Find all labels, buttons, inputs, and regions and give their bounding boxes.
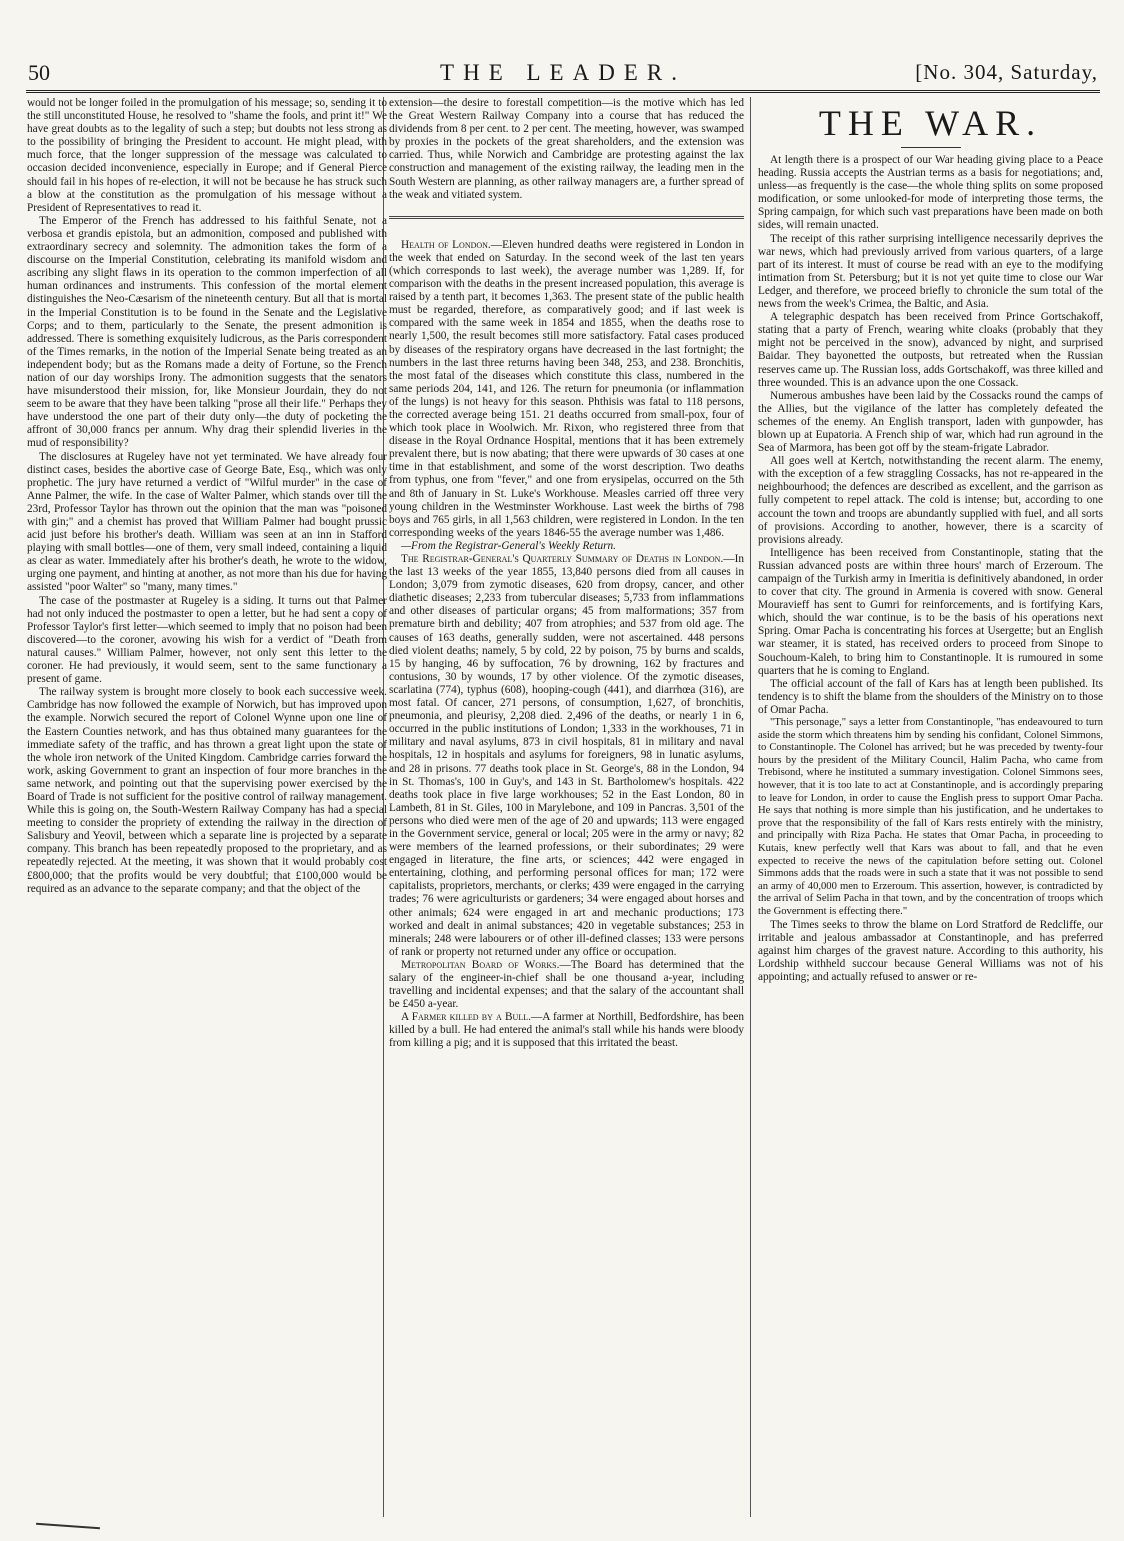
news-item-farmer: [389, 1011, 744, 1050]
item-text: —A farmer at Northill, Bedfordshire, has been killed by a bull. He had entered the animal's stall while his hands were bloody from killing a pig; and it is supposed that this irritated the beast.: [389, 1011, 744, 1050]
page-number: 50: [28, 60, 50, 85]
article-paragraph: At length there is a prospect of our War heading giving place to a Peace heading. Russia accepts the Austrian terms as a basis for negotiations; and, unless—as frequently is the case—the whole thing splits on some proposed modification, or some unlooked-for mode of interpreting those terms, the Spring campaign, for which such vast preparations have been made on both sides, will remain unacted.: [758, 154, 1103, 232]
article-paragraph: The disclosures at Rugeley have not yet terminated. We have already four distinct cases, besides the abortive case of George Bate, Esq., which was only prophetic. The jury have returned a verdict of "Wilful murder" in the case of Anne Palmer, the wife. In the case of Walter Palmer, which stands over till the 23rd, Professor Taylor has thrown out the opinion that the man was "poisoned with gin;" and a chemist has proved that William Palmer had bought prussic acid just before his brother's death. William was seen at an inn in Stafford playing with small bottles—one of them, very small indeed, containing a liquid as clear as water. Immediately after his brother's death, he wrote to the widow, urging one payment, and hinting at another, as not more than his due for having assisted "poor Walter" so "many, many times.": [27, 450, 387, 594]
item-text: —In the last 13 weeks of the year 1855, 13,840 persons died from all causes in London; 3,079 from zymotic diseases, 620 from dropsy, cancer, and other diathetic diseases; 2,233 from tubercular diseases; 5,733 from inflammations and other diseases of particular organs; 45 from malformations; 357 from premature birth and debility; 407 from atrophies; and 537 from old age. The causes of 163 deaths, generally sudden, were not ascertained. 448 persons died violent deaths; namely, 5 by cold, 22 by poison, 75 by burns and scalds, 15 by hanging, 46 by suffocation, 76 by drowning, 162 by fractures and contusions, 30 by wounds, 17 by other violence. Of the zymotic diseases, scarlatina (774), typhus (608), hooping-cough (441), and diarrhœa (316), are most fatal. Of cancer, 271 persons, of consumption, 1,627, of bronchitis, pneumonia, and pleurisy, 2,208 died. 2,496 of the deaths, or nearly 1 in 6, occurred in the public institutions of London; 1,333 in the workhouses, 71 in military and naval asylums, 873 in civil hospitals, 81 in military and naval hospitals, 12 in hospitals and asylums for foreigners, 98 in lunatic asylums, and 28 in prisons. 77 deaths took place in St. George's, 88 in the London, 94 in St. Thomas's, 100 in Guy's, and 143 in St. Bartholomew's hospitals. 422 deaths took place in five large workhouses; 52 in the East London, 80 in Lambeth, 81 in St. Giles, 100 in Marylebone, and 109 in Pancras. 3,501 of the persons who died were men of the age of 20 and upwards; 113 were engaged in the Government service, general or local; 205 were in the army or navy; 82 were members of the learned professions, or their subordinates; 29 were engaged in literature, the fine arts, or sciences; 442 were engaged in entertaining, clothing, and performing personal offices for man; 172 were capitalists, proprietors, merchants, or clerks; 439 were engaged in the carrying trades; 76 were agriculturists or gardeners; 34 were engaged about horses and other animals; 624 were engaged in art and mechanic productions; 173 worked and dealt in animal substances; 420 in vegetable substances; 253 in minerals; 248 were labourers or of other ill-defined classes; 133 were persons of rank or property not returned under any office or occupation.: [389, 553, 744, 958]
item-heading: Metropolitan Board of Works.: [401, 958, 560, 971]
news-item-quarterly: [389, 553, 744, 959]
column-2: [389, 97, 744, 1517]
heading-rule: [901, 147, 961, 148]
article-paragraph: Intelligence has been received from Constantinople, stating that the Russian advanced posts are within three hours' march of Erzeroum. The campaign of the Turkish army in Imeritia is definitively abandoned, in order to cover that city. The ground in Armenia is covered with snow. General Mouravieff has sent to Gumri for reinforcements, and is fortifying Kars, which, should the war continue, is to be the basis of his operations next Spring. Omar Pacha is concentrating his forces at Usergette; but an English war steamer, it is stated, has received orders to proceed from Sinope to Souchoum-Kaleh, to bring him to Constantinople. It is rumoured in some quarters that he is coming to England.: [758, 546, 1103, 677]
column-3: [758, 97, 1103, 1517]
item-text: —Eleven hundred deaths were registered in London in the week that ended on Saturday. In the second week of the last ten years (which corresponds to last week), the average number was 1,289. If, for comparison with the deaths in the present increased population, this average is raised by a tenth part, it becomes 1,363. The present state of the public health must be regarded, therefore, as comparatively good; and if last week is compared with the same week in 1854 and 1855, when the deaths rose to nearly 1,500, the result becomes still more satisfactory. Fatal cases produced by diseases of the respiratory organs have decreased in the last fortnight; the numbers in the last three returns having been 348, 253, and 238. Bronchitis, the most fatal of the diseases which constitute this class, numbered in the same periods 204, 141, and 126. The return for pneumonia (or inflammation of the lungs) is not heavy for this season. Phthisis was fatal to 118 persons, the corrected average being 151. 21 deaths occurred from small-pox, four of which took place in Woolwich. Mr. Rixon, who registered three from that disease in the Royal Ordnance Hospital, mentions that it has been extremely prevalent there, but is now abating; that there were upwards of 30 cases at one time in that establishment, and some of the worst description. Two deaths from typhus, one from "fever," and one from erysipelas, occurred on the 5th and 8th of January in St. Luke's Workhouse. Measles carried off three very young children in the Westminster Workhouse. Last week the births of 798 boys and 765 girls, in all 1,563 children, were registered in London. In the ten corresponding weeks of the years 1846-55 the average number was 1,486.: [389, 238, 744, 539]
masthead: [28, 58, 1098, 90]
item-heading: The Registrar-General's Quarterly Summary of Deaths in London.: [401, 553, 724, 565]
article-paragraph: The Times seeks to throw the blame on Lord Stratford de Redcliffe, our irritable and jealous ambassador at Constantinople, and has preferred against him charges of the gravest nature. According to this authority, his Lordship withheld succour because General Williams was not of his appointing; and actually refused to answer or re-: [758, 918, 1103, 983]
article-paragraph: All goes well at Kertch, notwithstanding the recent alarm. The enemy, with the exception of a few straggling Cossacks, has not re-appeared in the neighbourhood; the defences are described as excellent, and the garrison as fully competent to repel attack. The cold is intense; but, according to one account the town and troops are abundantly supplied with fuel, and all sorts of provisions. According to another, however, there is a scarcity of provisions already.: [758, 455, 1103, 546]
ink-stroke-mark: [36, 1523, 100, 1529]
item-heading: A Farmer killed by a Bull.: [401, 1011, 531, 1024]
column-1: [27, 97, 387, 1517]
news-item-metropolitan: [389, 959, 744, 1011]
section-rule: [389, 216, 744, 219]
article-paragraph: The case of the postmaster at Rugeley is a siding. It turns out that Palmer had not only induced the postmaster to open a letter, but he had sent a copy of Professor Taylor's first letter—which seemed to imply that no poison had been discovered—to the coroner, avowing his wish for a verdict of "Death from natural causes." William Palmer, however, not only sent this letter to the coroner. He had previously, it would seem, sent to the same functionary a present of game.: [27, 594, 387, 686]
quoted-letter: "This personage," says a letter from Constantinople, "has endeavoured to turn aside the storm which threatens him by sending his confidant, Colonel Simmons, to Constantinople. The Colonel has arrived; but he was preceded by twenty-four hours by the president of the Military Council, Halim Pacha, who came from Trebisond, where he instituted a summary investigation. Colonel Simmons sees, however, that it is too late to act at Constantinople, and is accordingly preparing to leave for London, in order to cause the English press to support Omar Pacha. He says that nothing is more simple than his justification, and he undertakes to prove that the responsibility of the fall of Kars rests entirely with the ministry, and principally with Riza Pacha. He states that Omar Pacha, in proceeding to Kutais, knew perfectly well that Kars was about to fall, and that he even expected to receive the news of the capitulation before setting out. Colonel Simmons adds that the roads were in such a state that it was not possible to send an army of 40,000 men to Erzeroum. This assertion, however, is contradicted by the arrival of Selim Pacha in that town, and by the concentration of troops which the Government is effecting there.": [758, 717, 1103, 917]
column-divider: [750, 97, 751, 1517]
item-text: —The Board has determined that the salary of the engineer-in-chief shall be one thousand a-year, including travelling and incidental expenses; and that the salary of the accountant shall be £450 a-year.: [389, 958, 744, 1011]
article-paragraph: The receipt of this rather surprising intelligence necessarily deprives the war news, which had previously arrived from various quarters, of a large part of its interest. It must of course be read with an eye to the modifying intimation from St. Petersburg; but it is not yet quite time to close our War Ledger, and therefore, we proceed briefly to chronicle the sum total of the news from the week's Crimea, the Baltic, and Asia.: [758, 232, 1103, 311]
article-paragraph: A telegraphic despatch has been received from Prince Gortschakoff, stating that a party of French, wearing white cloaks (probably that they might not be perceived in the snow), advanced by night, and surprised Baidar. They bayonetted the outposts, but retreated when the Russian reserves came up. The Russian loss, adds Gortschakoff, was three killed and three wounded. This is an advance upon the one Cossack.: [758, 311, 1103, 389]
article-paragraph: extension—the desire to forestall competition—is the motive which has led the Great Western Railway Company into a course that has reduced the dividends from 8 per cent. to 2 per cent. The meeting, however, was swamped by proxies in the pockets of the great shareholders, and the extension was carried. Thus, while Norwich and Cambridge are protesting against the lax construction and management of the existing railway, the leading men in the South Western are planning, as other railway managers are, a further spread of the weak and vitiated system.: [389, 97, 744, 201]
newspaper-title: THE LEADER.: [440, 60, 686, 85]
section-heading: THE WAR.: [818, 103, 1043, 143]
article-paragraph: The Emperor of the French has addressed to his faithful Senate, not a verbosa et grandis epistola, but an admonition, composed and published with extraordinary secrecy and solemnity. The admonition takes the form of a discourse on the Imperial Constitution, celebrating its manifold wisdom and ascribing any slight flaws in its operation to the common imperfection of all human ordinances and instruments. This confession of the mortal element distinguishes the Neo-Cæsarism of the nineteenth century. But all that is mortal in the Imperial Constitution is to be found in the Senate and the Legislative Corps; and to them, particularly to the Senate, the present admonition is addressed. There is something exquisitely ludicrous, as the Paris correspondent of the Times remarks, in the notion of the Imperial Senate being treated as an independent body; but as the Romans made a deity of Fortune, so the French nation of our day worships Irony. The admonition suggests that the senators have misunderstood their mission, for, like Monsieur Jourdain, they do not seem to be aware that they have been talking "prose all their life." Perhaps they have understood the one part of their duty only—the duty of pocketing the affront of 30,000 francs per annum. Why drag their splendid liveries in the mud of responsibility?: [27, 214, 387, 450]
issue-info: [No. 304, Saturday,: [915, 60, 1098, 84]
source-credit: —From the Registrar-General's Weekly Return.: [401, 539, 617, 552]
article-paragraph: The railway system is brought more closely to book each successive week. Cambridge has now followed the example of Norwich, but has improved upon the example. Norwich secured the report of Colonel Wynne upon one line of the Eastern Counties network, and has thus obtained many guarantees for the immediate safety of the traffic, and has thrown a great light upon the state of the whole iron network of the United Kingdom. Cambridge carries forward the work, asking Government to grant an inspection of four more branches in the same network, and pointing out that the supervising power exercised by the Board of Trade is not sufficient for the positive control of railway management. While this is going on, the South-Western Railway Company has had a special meeting to consider the propriety of extending the railway in the direction of Salisbury and Yeovil, between which a separate line is projected by a separate company. This branch has been repeatedly proposed to the proprietary, and as repeatedly rejected. At the meeting, it was shown that it would probably cost £800,000; that the profits would be very doubtful; that £100,000 would be required as an advance to the separate company; and that the object of the: [27, 686, 387, 895]
news-item-health: [389, 239, 744, 540]
masthead-rule: [26, 90, 1100, 93]
article-paragraph: Numerous ambushes have been laid by the Cossacks round the camps of the Allies, but the vigilance of the latter has completely defeated the schemes of the enemy. An English transport, laden with gunpowder, has blown up at Eupatoria. A French ship of war, which had run aground in the Sea of Marmora, has been got off by the steam-frigate Labrador.: [758, 389, 1103, 455]
item-heading: Health of London.: [401, 238, 491, 251]
article-paragraph: The official account of the fall of Kars has at length been published. Its tendency is to shift the blame from the shoulders of the Ministry on to those of Omar Pacha.: [758, 677, 1103, 716]
article-paragraph: would not be longer foiled in the promulgation of his message; so, sending it to the still unconstituted House, he resolved to "shame the fools, and print it!" We have great doubts as to the legality of such a step; but doubts not less strong as to the possibility of bringing the President to account. He might plead, with much force, that the longer suppression of the message was calculated to occasion decided inconvenience, especially in Europe; and if General Pierce should fail in his hopes of re-election, it will not be because he has struck such a blow at the constitution as the promulgation of his message without a President of Representatives to read it.: [27, 97, 387, 214]
